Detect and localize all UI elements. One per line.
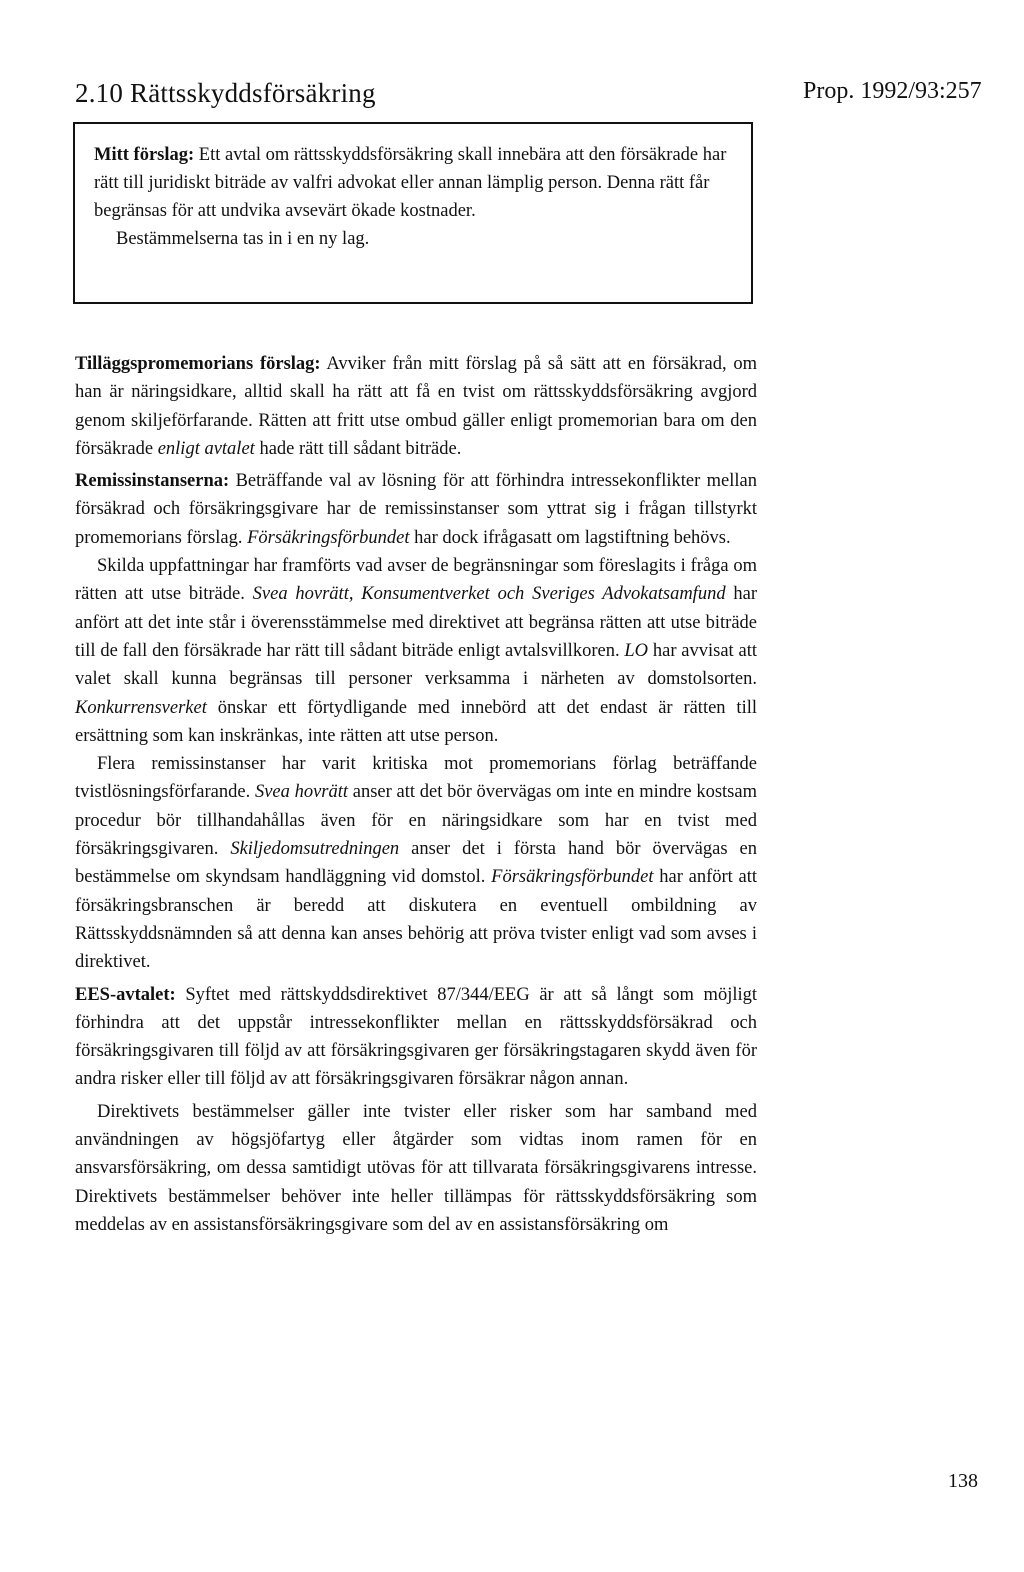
text-run: önskar ett förtydligande med innebörd att det endast är rätten till ersättning som kan inskränkas, inte rätten att utse person.	[75, 697, 757, 746]
italic-run: enligt avtalet	[157, 438, 255, 459]
paragraph-uppfattningar	[75, 552, 757, 750]
text-run	[524, 584, 532, 604]
page-number: 138	[948, 1470, 978, 1492]
body-text	[75, 350, 757, 1239]
text-run: har anfört att det inte står i överensstämmelse med direktivet att begränsa rätten att utse biträde till de fall den försäkrade har rätt till sådant biträde enligt avtalsvillkoren.	[75, 584, 758, 661]
paragraph-label: EES-avtalet:	[75, 984, 176, 1005]
proposal-text	[94, 141, 746, 253]
italic-run: Försäkringsförbundet	[491, 867, 654, 888]
text-run: ,	[348, 584, 362, 605]
proposal-paragraph	[94, 141, 746, 225]
paragraph-ees-avtalet	[75, 981, 757, 1094]
text-run: Syftet med rättskyddsdirektivet 87/344/EEG är att så långt som möjligt förhindra att det uppstår intressekonflikter mellan en rättsskyddsförsäkrad och försäkringsgivaren till följd av att försäkringsgivaren ger försäkringstagaren skydd även för andra risker eller till följd av att försäkringsgivaren försäkrar någon annan.	[75, 984, 757, 1090]
italic-run: Försäkringsförbundet	[247, 527, 410, 548]
text-run: Beträffande val av lösning för att förhindra intressekonflikter mellan försäkrad och försäkringsgivare har de remissinstanser som yttrat sig i frågan tillstyrkt promemorians förslag.	[75, 471, 757, 548]
paragraph-direktivets: Direktivets bestämmelser gäller inte tvister eller risker som har samband med användningen av högsjöfartyg eller åtgärder som vidtas inom ramen för en ansvarsförsäkring, om dessa samtidigt utövas för att tillvarata försäkringsgivarens intresse. Direktivets bestämmelser behöver inte heller tillämpas för rättsskyddsförsäkring som meddelas av en assistansförsäkringsgivare som del av en assistansförsäkring om	[75, 1101, 757, 1235]
text-run	[490, 584, 498, 604]
paragraph-tvistlosning	[75, 750, 757, 976]
paragraph-label: Remissinstanserna:	[75, 471, 230, 492]
text-run: har avvisat att valet skall kunna begränsas till personer verksamma i närheten av domstolsorten.	[75, 640, 758, 690]
paragraph-label: Tilläggspromemorians förslag:	[75, 354, 321, 374]
proposal-body: Ett avtal om rättsskyddsförsäkring skall innebära att den försäkrade har rätt till juridiskt biträde av valfri advokat eller annan lämplig person. Denna rätt får begränsas för att undvika avsevärt ökade kostnader.	[94, 145, 727, 221]
proposal-second-paragraph: Bestämmelserna tas in i en ny lag.	[116, 229, 370, 249]
proposition-reference: Prop. 1992/93:257	[803, 78, 982, 104]
text-run: anser det i första hand bör övervägas en bestämmelse om skyndsam handläggning vid domstol.	[75, 839, 757, 888]
text-run: hade rätt till sådant biträde.	[254, 438, 462, 459]
text-run: har dock ifrågasatt om lagstiftning behövs.	[409, 527, 731, 548]
text-run: Avviker från mitt förslag på så sätt att en försäkrad, om han är näringsidkare, alltid skall ha rätt att få en tvist om rättsskyddsförsäkring avgjord genom skiljeförfarande. Rätten att fritt utse ombud gäller enligt promemorian bara om den försäkrade	[75, 354, 757, 459]
italic-run: Skiljedomsutredningen	[230, 839, 400, 860]
text-run: anser att det bör övervägas om inte en mindre kostsam procedur bör tillhandahållas även för en näringsidkare som har en tvist med försäkringsgivaren.	[75, 782, 757, 860]
italic-run: Sveriges Advokatsamfund	[532, 584, 726, 605]
text-run: Skilda uppfattningar har framförts vad avser de begränsningar som föreslagits i fråga om rätten att utse biträde.	[75, 556, 757, 605]
italic-run: Konkurrensverket	[75, 697, 207, 718]
italic-run: LO	[624, 640, 649, 661]
section-title: 2.10 Rättsskyddsförsäkring	[75, 78, 376, 108]
text-run: Flera remissinstanser har varit kritiska mot promemorians förlag beträffande tvistlösningsförfarande.	[75, 754, 757, 803]
italic-run: Svea hovrätt	[254, 782, 349, 803]
italic-run: Svea hovrätt	[252, 584, 349, 605]
italic-run: och	[497, 584, 525, 605]
italic-run: Konsumentverket	[361, 584, 490, 605]
proposal-label: Mitt förslag:	[94, 145, 195, 165]
text-run: har anfört att försäkringsbranschen är beredd att diskutera en eventuell ombildning av Rättsskyddsnämnden så att denna kan anses behörig att pröva tvister enligt vad som avses i direktivet.	[75, 867, 757, 973]
paragraph-tillaggspromemorian	[75, 350, 757, 463]
paragraph-remissinstanserna	[75, 467, 757, 552]
